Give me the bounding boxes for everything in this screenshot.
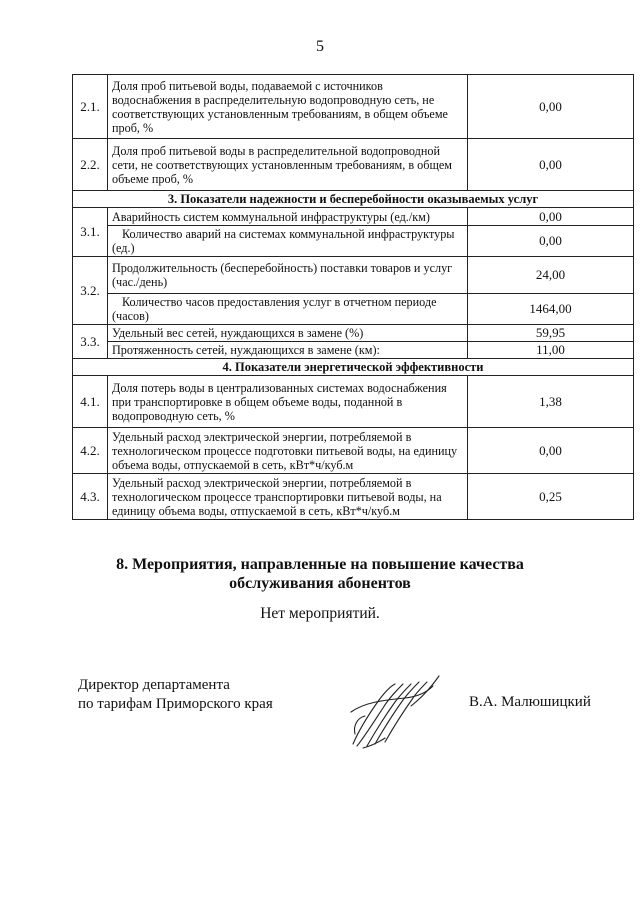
handwritten-signature (345, 672, 445, 752)
indicator-value: 1464,00 (468, 294, 634, 325)
indicator-number: 2.2. (73, 139, 108, 191)
indicator-number: 3.2. (73, 257, 108, 325)
indicator-value: 0,00 (468, 75, 634, 139)
indicator-number: 4.2. (73, 428, 108, 474)
table-row (73, 75, 634, 139)
indicator-number: 4.1. (73, 376, 108, 428)
table-row (73, 294, 634, 325)
indicator-value: 1,38 (468, 376, 634, 428)
indicator-value: 24,00 (468, 257, 634, 294)
indicator-value: 0,00 (468, 226, 634, 257)
section-header: 4. Показатели энергетической эффективности (73, 359, 634, 376)
indicator-description: Доля проб питьевой воды, подаваемой с источников водоснабжения в распределительную водопроводную сеть, не соответствующих установленным требованиям, в общем объеме проб, % (108, 75, 468, 139)
indicator-description: Удельный расход электрической энергии, потребляемой в технологическом процессе подготовки питьевой воды, на единицу объема воды, отпускаемой в сеть, кВт*ч/куб.м (108, 428, 468, 474)
indicator-number: 4.3. (73, 474, 108, 520)
indicator-value: 0,00 (468, 428, 634, 474)
indicator-description: Количество аварий на системах коммунальной инфраструктуры (ед.) (108, 226, 468, 257)
indicators-table (72, 74, 634, 520)
table-row (73, 428, 634, 474)
indicator-number: 2.1. (73, 75, 108, 139)
section-8-heading (0, 555, 640, 593)
indicator-description: Продолжительность (бесперебойность) поставки товаров и услуг (час./день) (108, 257, 468, 294)
signatory-position-line-2: по тарифам Приморского края (78, 696, 273, 712)
signatory-position (78, 676, 273, 714)
indicator-number: 3.1. (73, 208, 108, 257)
table-row (73, 325, 634, 342)
indicator-description: Удельный вес сетей, нуждающихся в замене (%) (108, 325, 468, 342)
indicator-value: 0,00 (468, 208, 634, 226)
indicator-value: 59,95 (468, 325, 634, 342)
table-row (73, 474, 634, 520)
indicators-table-body (73, 75, 634, 520)
indicator-value: 0,00 (468, 139, 634, 191)
section-8-title-line-2: обслуживания абонентов (229, 575, 411, 592)
section-header-row (73, 359, 634, 376)
signatory-position-line-1: Директор департамента (78, 677, 230, 693)
indicator-description: Аварийность систем коммунальной инфраструктуры (ед./км) (108, 208, 468, 226)
indicator-description: Протяженность сетей, нуждающихся в замене (км): (108, 342, 468, 359)
indicator-value: 11,00 (468, 342, 634, 359)
section-8-title-line-1: 8. Мероприятия, направленные на повышение качества (116, 556, 524, 573)
table-row (73, 257, 634, 294)
table-row (73, 226, 634, 257)
table-row (73, 376, 634, 428)
indicator-value: 0,25 (468, 474, 634, 520)
page-number: 5 (316, 38, 324, 55)
signatory-name: В.А. Малюшицкий (469, 694, 591, 710)
section-header: 3. Показатели надежности и бесперебойности оказываемых услуг (73, 191, 634, 208)
no-measures-text: Нет мероприятий. (260, 605, 380, 622)
indicator-number: 3.3. (73, 325, 108, 359)
indicator-description: Доля проб питьевой воды в распределительной водопроводной сети, не соответствующих установленным требованиям, в общем объеме проб, % (108, 139, 468, 191)
indicator-description: Удельный расход электрической энергии, потребляемой в технологическом процессе транспортировки питьевой воды, на единицу объема воды, отпускаемой в сеть, кВт*ч/куб.м (108, 474, 468, 520)
indicator-description: Доля потерь воды в централизованных системах водоснабжения при транспортировке в общем объеме воды, поданной в водопроводную сеть, % (108, 376, 468, 428)
table-row (73, 342, 634, 359)
table-row (73, 208, 634, 226)
section-header-row (73, 191, 634, 208)
indicator-description: Количество часов предоставления услуг в отчетном периоде (часов) (108, 294, 468, 325)
table-row (73, 139, 634, 191)
